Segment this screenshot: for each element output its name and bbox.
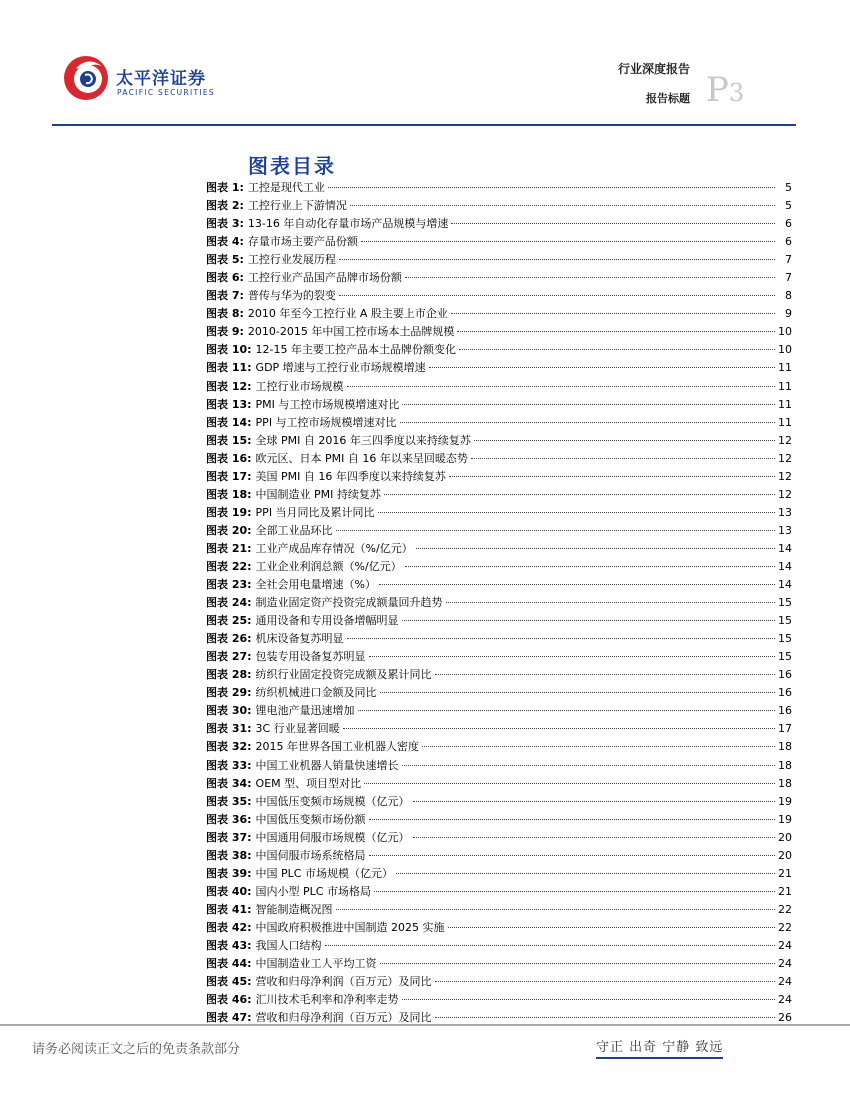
toc-item-label: 图表 3:	[206, 217, 244, 231]
toc-item-title: 全球 PMI 自 2016 年三四季度以来持续复苏	[255, 433, 471, 447]
toc-dot-leader	[457, 331, 775, 332]
toc-item-page: 9	[785, 307, 792, 321]
toc-item-title: 工控是现代工业	[247, 181, 325, 194]
toc-item-label: 图表 13:	[206, 397, 252, 411]
toc-dot-leader	[413, 837, 775, 838]
toc-item-page: 26	[778, 1011, 792, 1025]
toc-item-page: 24	[778, 975, 792, 989]
toc-item-title: 2015 年世界各国工业机器人密度	[255, 740, 420, 754]
toc-item-label: 图表 33:	[206, 758, 252, 772]
toc-dot-leader	[328, 187, 775, 188]
page-header	[0, 0, 850, 130]
toc-item-page: 14	[778, 578, 792, 592]
toc-item[interactable]	[206, 901, 792, 919]
toc-item-page: 16	[778, 668, 792, 682]
toc-item-label: 图表 44:	[206, 957, 252, 971]
toc-dot-leader	[459, 349, 775, 350]
toc-item-page: 5	[785, 181, 792, 194]
toc-item-label: 图表 16:	[206, 451, 252, 465]
toc-dot-leader	[339, 259, 775, 260]
toc-item[interactable]	[206, 323, 792, 341]
toc-item-label: 图表 2:	[206, 199, 244, 213]
toc-item[interactable]	[206, 359, 792, 377]
toc-dot-leader	[413, 801, 775, 802]
toc-item-label: 图表 4:	[206, 235, 244, 249]
toc-item-title: 中国低压变频市场份额	[255, 812, 366, 826]
toc-item-title: 通用设备和专用设备增幅明显	[255, 614, 399, 628]
toc-dot-leader	[435, 1017, 775, 1018]
toc-item[interactable]	[206, 468, 792, 486]
toc-item-label: 图表 28:	[206, 668, 252, 682]
toc-item[interactable]	[206, 558, 792, 576]
toc-item-page: 6	[785, 217, 792, 231]
toc-item-page: 17	[778, 722, 792, 736]
toc-item-page: 18	[778, 758, 792, 772]
page-prefix: P	[706, 70, 729, 110]
toc-item-label: 图表 26:	[206, 632, 252, 646]
toc-item[interactable]	[206, 215, 792, 233]
toc-item-label: 图表 34:	[206, 776, 252, 790]
toc-item-label: 图表 12:	[206, 379, 252, 393]
toc-dot-leader	[369, 819, 775, 820]
toc-item-title: 普传与华为的裂变	[247, 289, 336, 303]
toc-item-label: 图表 20:	[206, 523, 252, 537]
toc-dot-leader	[446, 602, 775, 603]
toc-item-title: 工业企业利润总额（%/亿元）	[255, 559, 402, 573]
toc-item-title: 存量市场主要产品份额	[247, 235, 358, 249]
toc-item[interactable]	[206, 432, 792, 450]
toc-item[interactable]	[206, 251, 792, 269]
toc-item-page: 10	[778, 325, 792, 339]
toc-dot-leader	[448, 927, 775, 928]
toc-dot-leader	[364, 783, 775, 784]
toc-item-page: 20	[778, 848, 792, 862]
toc-item[interactable]	[206, 341, 792, 359]
page-number	[706, 70, 744, 110]
toc-item[interactable]	[206, 197, 792, 215]
toc-item-title: 智能制造概况图	[255, 902, 333, 916]
toc-item[interactable]	[206, 594, 792, 612]
toc-dot-leader	[451, 313, 775, 314]
toc-item-title: 中国通用伺服市场规模（亿元）	[255, 830, 410, 844]
toc-item-page: 15	[778, 632, 792, 646]
toc-item-page: 14	[778, 541, 792, 555]
toc-item-title: 工业产成品库存情况（%/亿元）	[255, 541, 413, 555]
toc-item-title: 制造业固定资产投资完成额量回升趋势	[255, 596, 443, 610]
toc-dot-leader	[339, 295, 775, 296]
toc-item-title: 13-16 年自动化存量市场产品规模与增速	[247, 217, 449, 231]
report-title: 报告标题	[646, 92, 690, 105]
toc-dot-leader	[435, 674, 775, 675]
toc-item-label: 图表 46:	[206, 993, 252, 1007]
toc-item-title: 包装专用设备复苏明显	[255, 650, 366, 664]
toc-item-page: 6	[785, 235, 792, 249]
toc-item[interactable]	[206, 305, 792, 323]
toc-item[interactable]	[206, 540, 792, 558]
toc-item[interactable]	[206, 522, 792, 540]
toc-item-label: 图表 10:	[206, 343, 252, 357]
toc-item-page: 12	[778, 433, 792, 447]
toc-item[interactable]	[206, 937, 792, 955]
toc-item[interactable]	[206, 775, 792, 793]
toc-item[interactable]	[206, 287, 792, 305]
toc-item-page: 7	[785, 253, 792, 267]
toc-item-page: 8	[785, 289, 792, 303]
toc-item[interactable]	[206, 576, 792, 594]
toc-item-page: 24	[778, 938, 792, 952]
toc-item-label: 图表 18:	[206, 487, 252, 501]
toc-item-label: 图表 15:	[206, 433, 252, 447]
toc-dot-leader	[400, 422, 775, 423]
toc-item-label: 图表 41:	[206, 902, 252, 916]
toc-item-page: 22	[778, 902, 792, 916]
toc-item-label: 图表 27:	[206, 650, 252, 664]
toc-item[interactable]	[206, 179, 792, 197]
toc-dot-leader	[380, 692, 775, 693]
toc-item-label: 图表 47:	[206, 1011, 252, 1025]
toc-item-title: 机床设备复苏明显	[255, 632, 344, 646]
brand-name-cn: 太平洋证券	[116, 69, 206, 89]
toc-item-label: 图表 23:	[206, 578, 252, 592]
toc-dot-leader	[422, 746, 775, 747]
toc-item-label: 图表 30:	[206, 704, 252, 718]
toc-item[interactable]	[206, 396, 792, 414]
toc-dot-leader	[451, 223, 775, 224]
toc-item-page: 14	[778, 559, 792, 573]
toc-item-title: 工控行业发展历程	[247, 253, 336, 267]
toc-item-page: 13	[778, 523, 792, 537]
toc-item[interactable]	[206, 847, 792, 865]
toc-item-page: 10	[778, 343, 792, 357]
brand-name-en: PACIFIC SECURITIES	[117, 88, 215, 97]
toc-dot-leader	[384, 494, 775, 495]
toc-item-label: 图表 1:	[206, 181, 244, 194]
toc-item-page: 22	[778, 920, 792, 934]
toc-item-label: 图表 35:	[206, 794, 252, 808]
toc-item-label: 图表 19:	[206, 505, 252, 519]
toc-item-label: 图表 5:	[206, 253, 244, 267]
toc-item[interactable]	[206, 269, 792, 287]
toc-item[interactable]	[206, 648, 792, 666]
toc-dot-leader	[402, 404, 775, 405]
toc-item[interactable]	[206, 883, 792, 901]
toc-dot-leader	[402, 765, 775, 766]
toc-item-label: 图表 9:	[206, 325, 244, 339]
toc-item-title: 工控行业产品国产品牌市场份额	[247, 271, 402, 285]
toc-item-label: 图表 37:	[206, 830, 252, 844]
toc-item-label: 图表 8:	[206, 307, 244, 321]
toc-item-page: 16	[778, 704, 792, 718]
toc-item-label: 图表 38:	[206, 848, 252, 862]
toc-item[interactable]	[206, 720, 792, 738]
toc-item-label: 图表 25:	[206, 614, 252, 628]
toc-item[interactable]	[206, 233, 792, 251]
toc-dot-leader	[474, 440, 775, 441]
toc-item-title: GDP 增速与工控行业市场规模增速	[255, 361, 426, 375]
toc-dot-leader	[449, 476, 775, 477]
toc-item-page: 21	[778, 884, 792, 898]
toc-dot-leader	[429, 367, 775, 368]
toc-item-page: 11	[778, 397, 792, 411]
toc-item-page: 13	[778, 505, 792, 519]
toc-item-title: 2010-2015 年中国工控市场本土品牌规模	[247, 325, 455, 339]
toc-dot-leader	[343, 728, 775, 729]
toc-dot-leader	[347, 638, 775, 639]
toc-item-page: 16	[778, 686, 792, 700]
toc-dot-leader	[350, 205, 775, 206]
toc-item-title: 全部工业品环比	[255, 523, 333, 537]
toc-list	[206, 179, 792, 1027]
toc-item[interactable]	[206, 702, 792, 720]
toc-item-title: 3C 行业显著回暖	[255, 722, 340, 736]
toc-item-label: 图表 45:	[206, 975, 252, 989]
toc-item-title: 营收和归母净利润（百万元）及同比	[255, 1011, 432, 1025]
toc-item-title: 全社会用电量增速（%）	[255, 578, 376, 592]
toc-item-title: 2010 年至今工控行业 A 股主要上市企业	[247, 307, 448, 321]
toc-item-page: 20	[778, 830, 792, 844]
toc-item[interactable]	[206, 414, 792, 432]
toc-item[interactable]	[206, 486, 792, 504]
toc-item-page: 18	[778, 740, 792, 754]
toc-item[interactable]	[206, 919, 792, 937]
toc-dot-leader	[347, 386, 775, 387]
toc-item-page: 11	[778, 361, 792, 375]
toc-item[interactable]	[206, 865, 792, 883]
footer-disclaimer: 请务必阅读正文之后的免责条款部分	[32, 1042, 241, 1057]
toc-dot-leader	[325, 945, 775, 946]
toc-item-title: 中国伺服市场系统格局	[255, 848, 366, 862]
toc-dot-leader	[380, 963, 775, 964]
toc-dot-leader	[435, 981, 775, 982]
toc-item-label: 图表 32:	[206, 740, 252, 754]
toc-item[interactable]	[206, 450, 792, 468]
toc-item-title: 纺织机械进口金额及同比	[255, 686, 377, 700]
toc-item[interactable]	[206, 973, 792, 991]
toc-item[interactable]	[206, 793, 792, 811]
toc-item-label: 图表 36:	[206, 812, 252, 826]
toc-item-label: 图表 21:	[206, 541, 252, 555]
toc-item-title: 中国政府积极推进中国制造 2025 实施	[255, 920, 445, 934]
toc-item-page: 12	[778, 451, 792, 465]
toc-dot-leader	[396, 873, 775, 874]
toc-dot-leader	[402, 620, 775, 621]
toc-item-page: 19	[778, 794, 792, 808]
toc-dot-leader	[358, 710, 775, 711]
toc-item-page: 11	[778, 415, 792, 429]
toc-item-title: PPI 与工控市场规模增速对比	[255, 415, 397, 429]
footer-slogan: 守正 出奇 宁静 致远	[596, 1036, 723, 1059]
header-divider	[52, 124, 796, 126]
toc-item-label: 图表 22:	[206, 559, 252, 573]
toc-item-label: 图表 43:	[206, 938, 252, 952]
toc-item-title: 工控行业市场规模	[255, 379, 344, 393]
toc-item-page: 15	[778, 650, 792, 664]
toc-item-title: 中国制造业工人平均工资	[255, 957, 377, 971]
toc-item-label: 图表 40:	[206, 884, 252, 898]
toc-item-page: 15	[778, 614, 792, 628]
pacific-securities-logo-icon	[58, 48, 114, 104]
toc-item[interactable]	[206, 630, 792, 648]
toc-item[interactable]	[206, 738, 792, 756]
page-number-value: 3	[728, 79, 745, 107]
toc-item-title: PPI 当月同比及累计同比	[255, 505, 375, 519]
toc-dot-leader	[336, 530, 775, 531]
toc-item-page: 24	[778, 957, 792, 971]
toc-item[interactable]	[206, 991, 792, 1009]
toc-item-title: PMI 与工控市场规模增速对比	[255, 397, 400, 411]
toc-item-title: 中国制造业 PMI 持续复苏	[255, 487, 381, 501]
toc-item-page: 11	[778, 379, 792, 393]
toc-dot-leader	[405, 566, 775, 567]
toc-item-page: 12	[778, 469, 792, 483]
toc-item-title: 美国 PMI 自 16 年四季度以来持续复苏	[255, 469, 446, 483]
toc-item-title: 汇川技术毛利率和净利率走势	[255, 993, 399, 1007]
toc-item-label: 图表 39:	[206, 866, 252, 880]
toc-item-title: 我国人口结构	[255, 938, 322, 952]
toc-item-label: 图表 24:	[206, 596, 252, 610]
toc-dot-leader	[361, 241, 775, 242]
toc-item-title: 营收和归母净利润（百万元）及同比	[255, 975, 432, 989]
toc-item-label: 图表 42:	[206, 920, 252, 934]
toc-item-title: 欧元区、日本 PMI 自 16 年以来呈回暖态势	[255, 451, 468, 465]
toc-heading: 图表目录	[248, 154, 336, 178]
toc-item[interactable]	[206, 612, 792, 630]
toc-dot-leader	[369, 656, 775, 657]
toc-item-label: 图表 29:	[206, 686, 252, 700]
toc-item[interactable]	[206, 829, 792, 847]
toc-item-label: 图表 17:	[206, 469, 252, 483]
toc-item-label: 图表 31:	[206, 722, 252, 736]
toc-item-label: 图表 11:	[206, 361, 252, 375]
toc-item-label: 图表 14:	[206, 415, 252, 429]
toc-item-page: 21	[778, 866, 792, 880]
toc-dot-leader	[402, 999, 775, 1000]
toc-item-title: 中国低压变频市场规模（亿元）	[255, 794, 410, 808]
toc-dot-leader	[416, 548, 775, 549]
toc-item-page: 24	[778, 993, 792, 1007]
toc-item-page: 15	[778, 596, 792, 610]
toc-item-page: 7	[785, 271, 792, 285]
toc-dot-leader	[336, 909, 775, 910]
toc-item-page: 18	[778, 776, 792, 790]
toc-item-page: 19	[778, 812, 792, 826]
toc-item-title: 锂电池产量迅速增加	[255, 704, 355, 718]
footer-divider	[0, 1024, 850, 1026]
toc-item-title: 12-15 年主要工控产品本土品牌份额变化	[255, 343, 457, 357]
toc-item[interactable]	[206, 757, 792, 775]
toc-dot-leader	[369, 855, 775, 856]
toc-item[interactable]	[206, 955, 792, 973]
toc-item-label: 图表 7:	[206, 289, 244, 303]
toc-dot-leader	[471, 458, 775, 459]
toc-dot-leader	[378, 512, 775, 513]
toc-item-title: OEM 型、项目型对比	[255, 776, 362, 790]
toc-item-title: 国内小型 PLC 市场格局	[255, 884, 371, 898]
toc-item[interactable]	[206, 666, 792, 684]
toc-item-title: 工控行业上下游情况	[247, 199, 347, 213]
toc-item-page: 12	[778, 487, 792, 501]
toc-item[interactable]	[206, 684, 792, 702]
toc-item-page: 5	[785, 199, 792, 213]
toc-dot-leader	[379, 584, 775, 585]
toc-dot-leader	[405, 277, 775, 278]
toc-item[interactable]	[206, 378, 792, 396]
toc-item-title: 纺织行业固定投资完成额及累计同比	[255, 668, 432, 682]
report-type: 行业深度报告	[617, 62, 690, 76]
toc-item-title: 中国工业机器人销量快速增长	[255, 758, 399, 772]
toc-item-title: 中国 PLC 市场规模（亿元）	[255, 866, 393, 880]
toc-item[interactable]	[206, 811, 792, 829]
toc-dot-leader	[374, 891, 775, 892]
toc-item[interactable]	[206, 504, 792, 522]
toc-item-label: 图表 6:	[206, 271, 244, 285]
